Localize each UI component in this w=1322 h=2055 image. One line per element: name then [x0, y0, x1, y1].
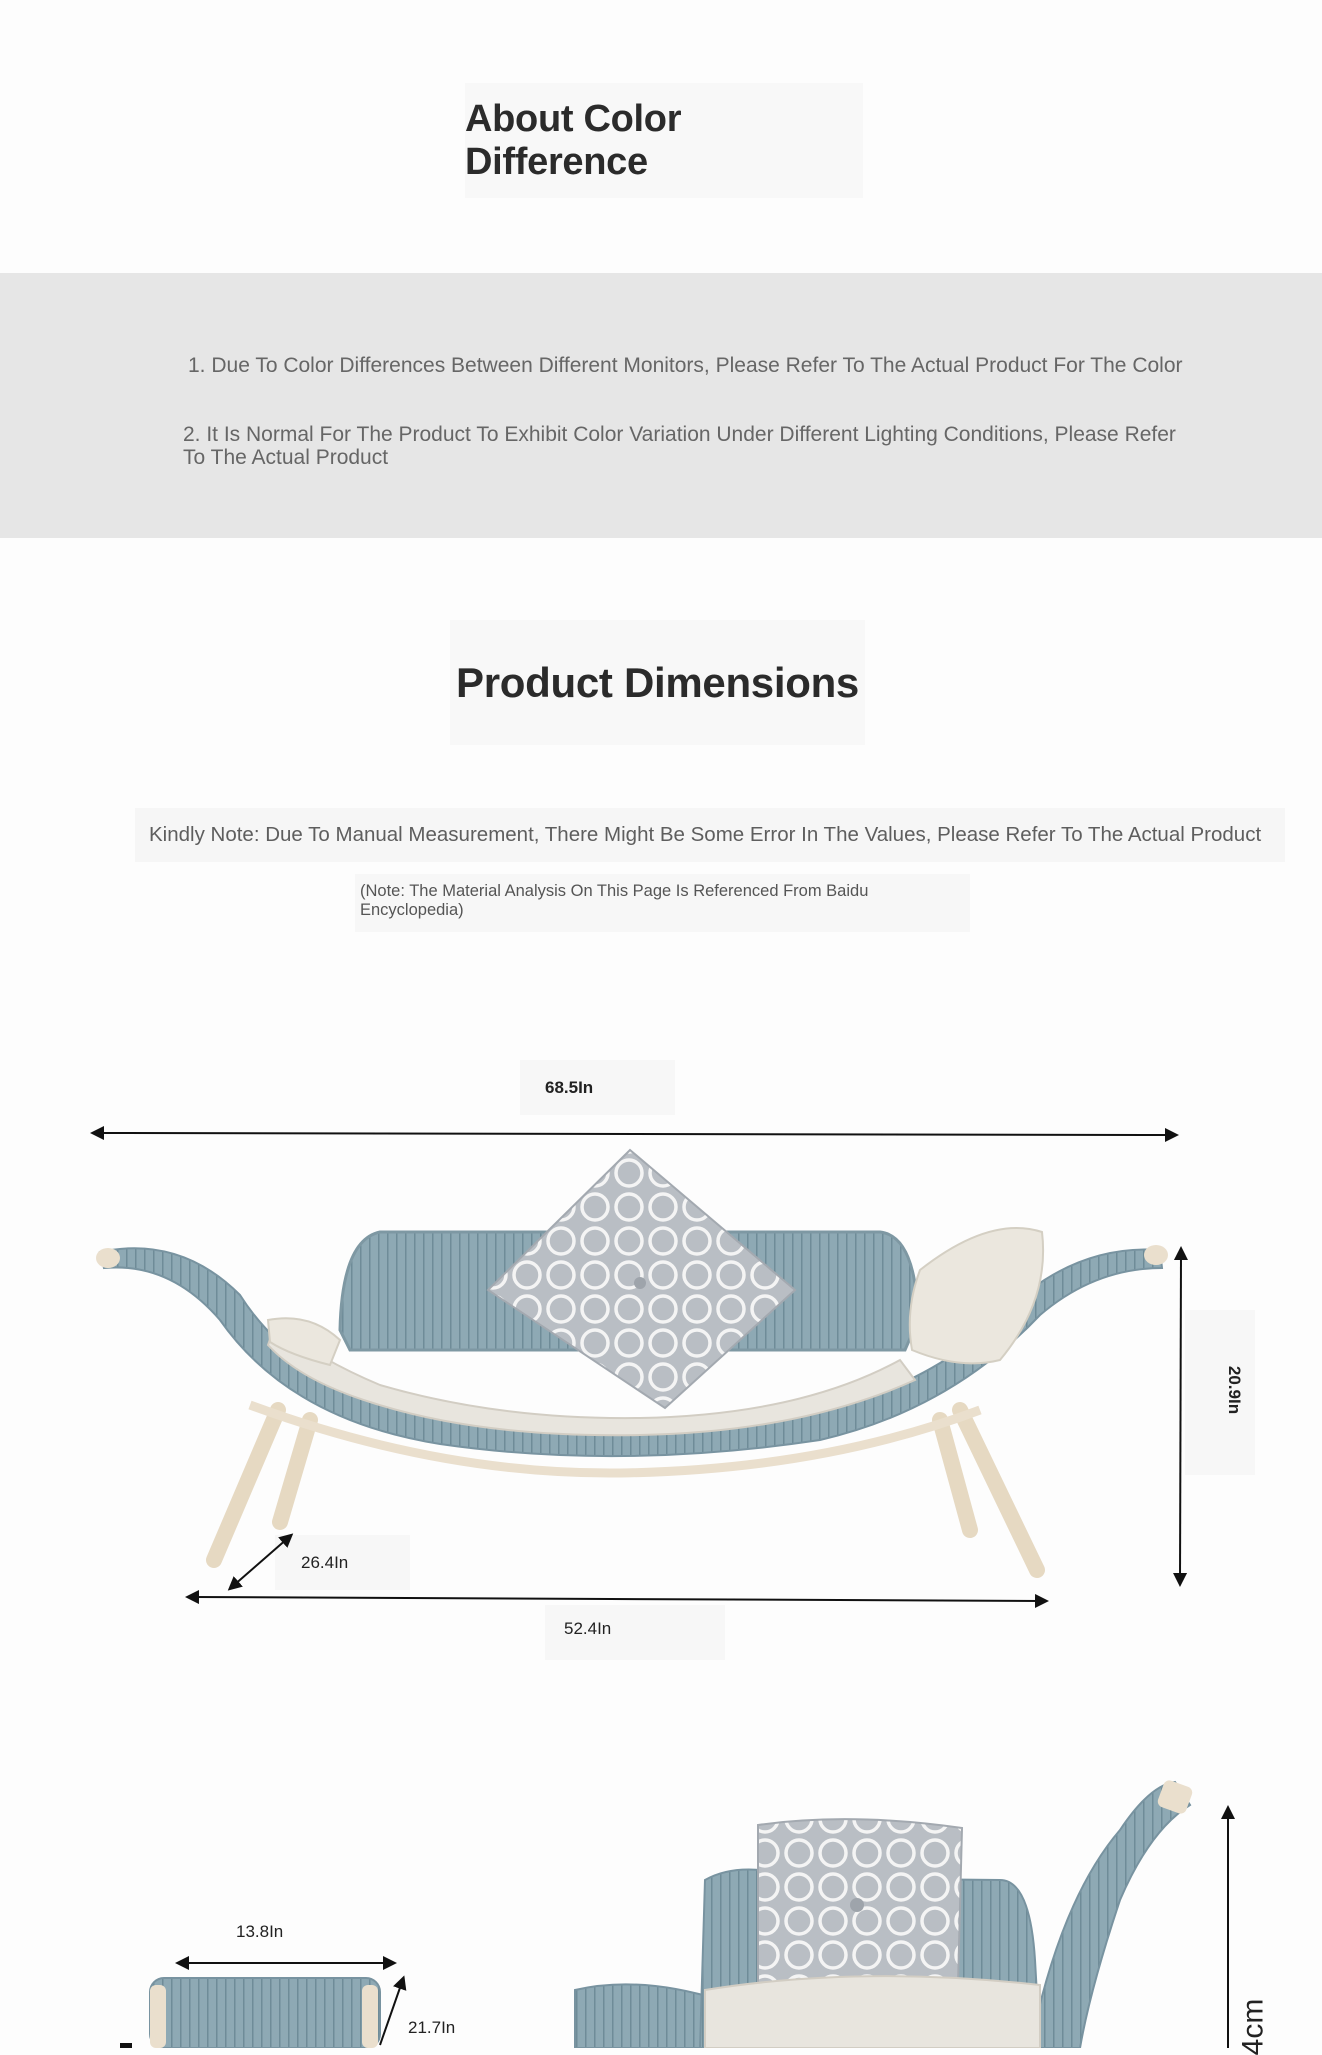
dimensions-section-title: Product Dimensions — [456, 658, 859, 706]
source-note: (Note: The Material Analysis On This Page Is Referenced From Baidu Encyclopedia) — [355, 874, 970, 932]
height-label: 20.9In — [1225, 1365, 1245, 1415]
color-section-title: About Color Difference — [465, 97, 682, 183]
color-note-2: 2. It Is Normal For The Product To Exhibit Color Variation Under Different Lighting Conditions, Please Refer To The Actual Product — [183, 423, 1176, 469]
ottoman-width-label: 13.8In — [236, 1922, 284, 1941]
ottoman-depth-label: 21.7In — [408, 2018, 456, 2037]
height-arrow — [1180, 1253, 1181, 1580]
partial-metric-label: 4cm — [1236, 1998, 1270, 2055]
width-bottom-label: 52.4In — [564, 1619, 612, 1638]
width-top-label: 68.5In — [545, 1078, 594, 1097]
color-note-1: 1. Due To Color Differences Between Different Monitors, Please Refer To The Actual Product For The Color — [188, 354, 1183, 377]
depth-label: 26.4In — [301, 1553, 349, 1572]
measurement-note: Kindly Note: Due To Manual Measurement, There Might Be Some Error In The Values, Please Refer To The Actual Product — [135, 808, 1285, 862]
width-bottom-arrow — [192, 1597, 1042, 1601]
width-top-arrow — [97, 1133, 1172, 1135]
